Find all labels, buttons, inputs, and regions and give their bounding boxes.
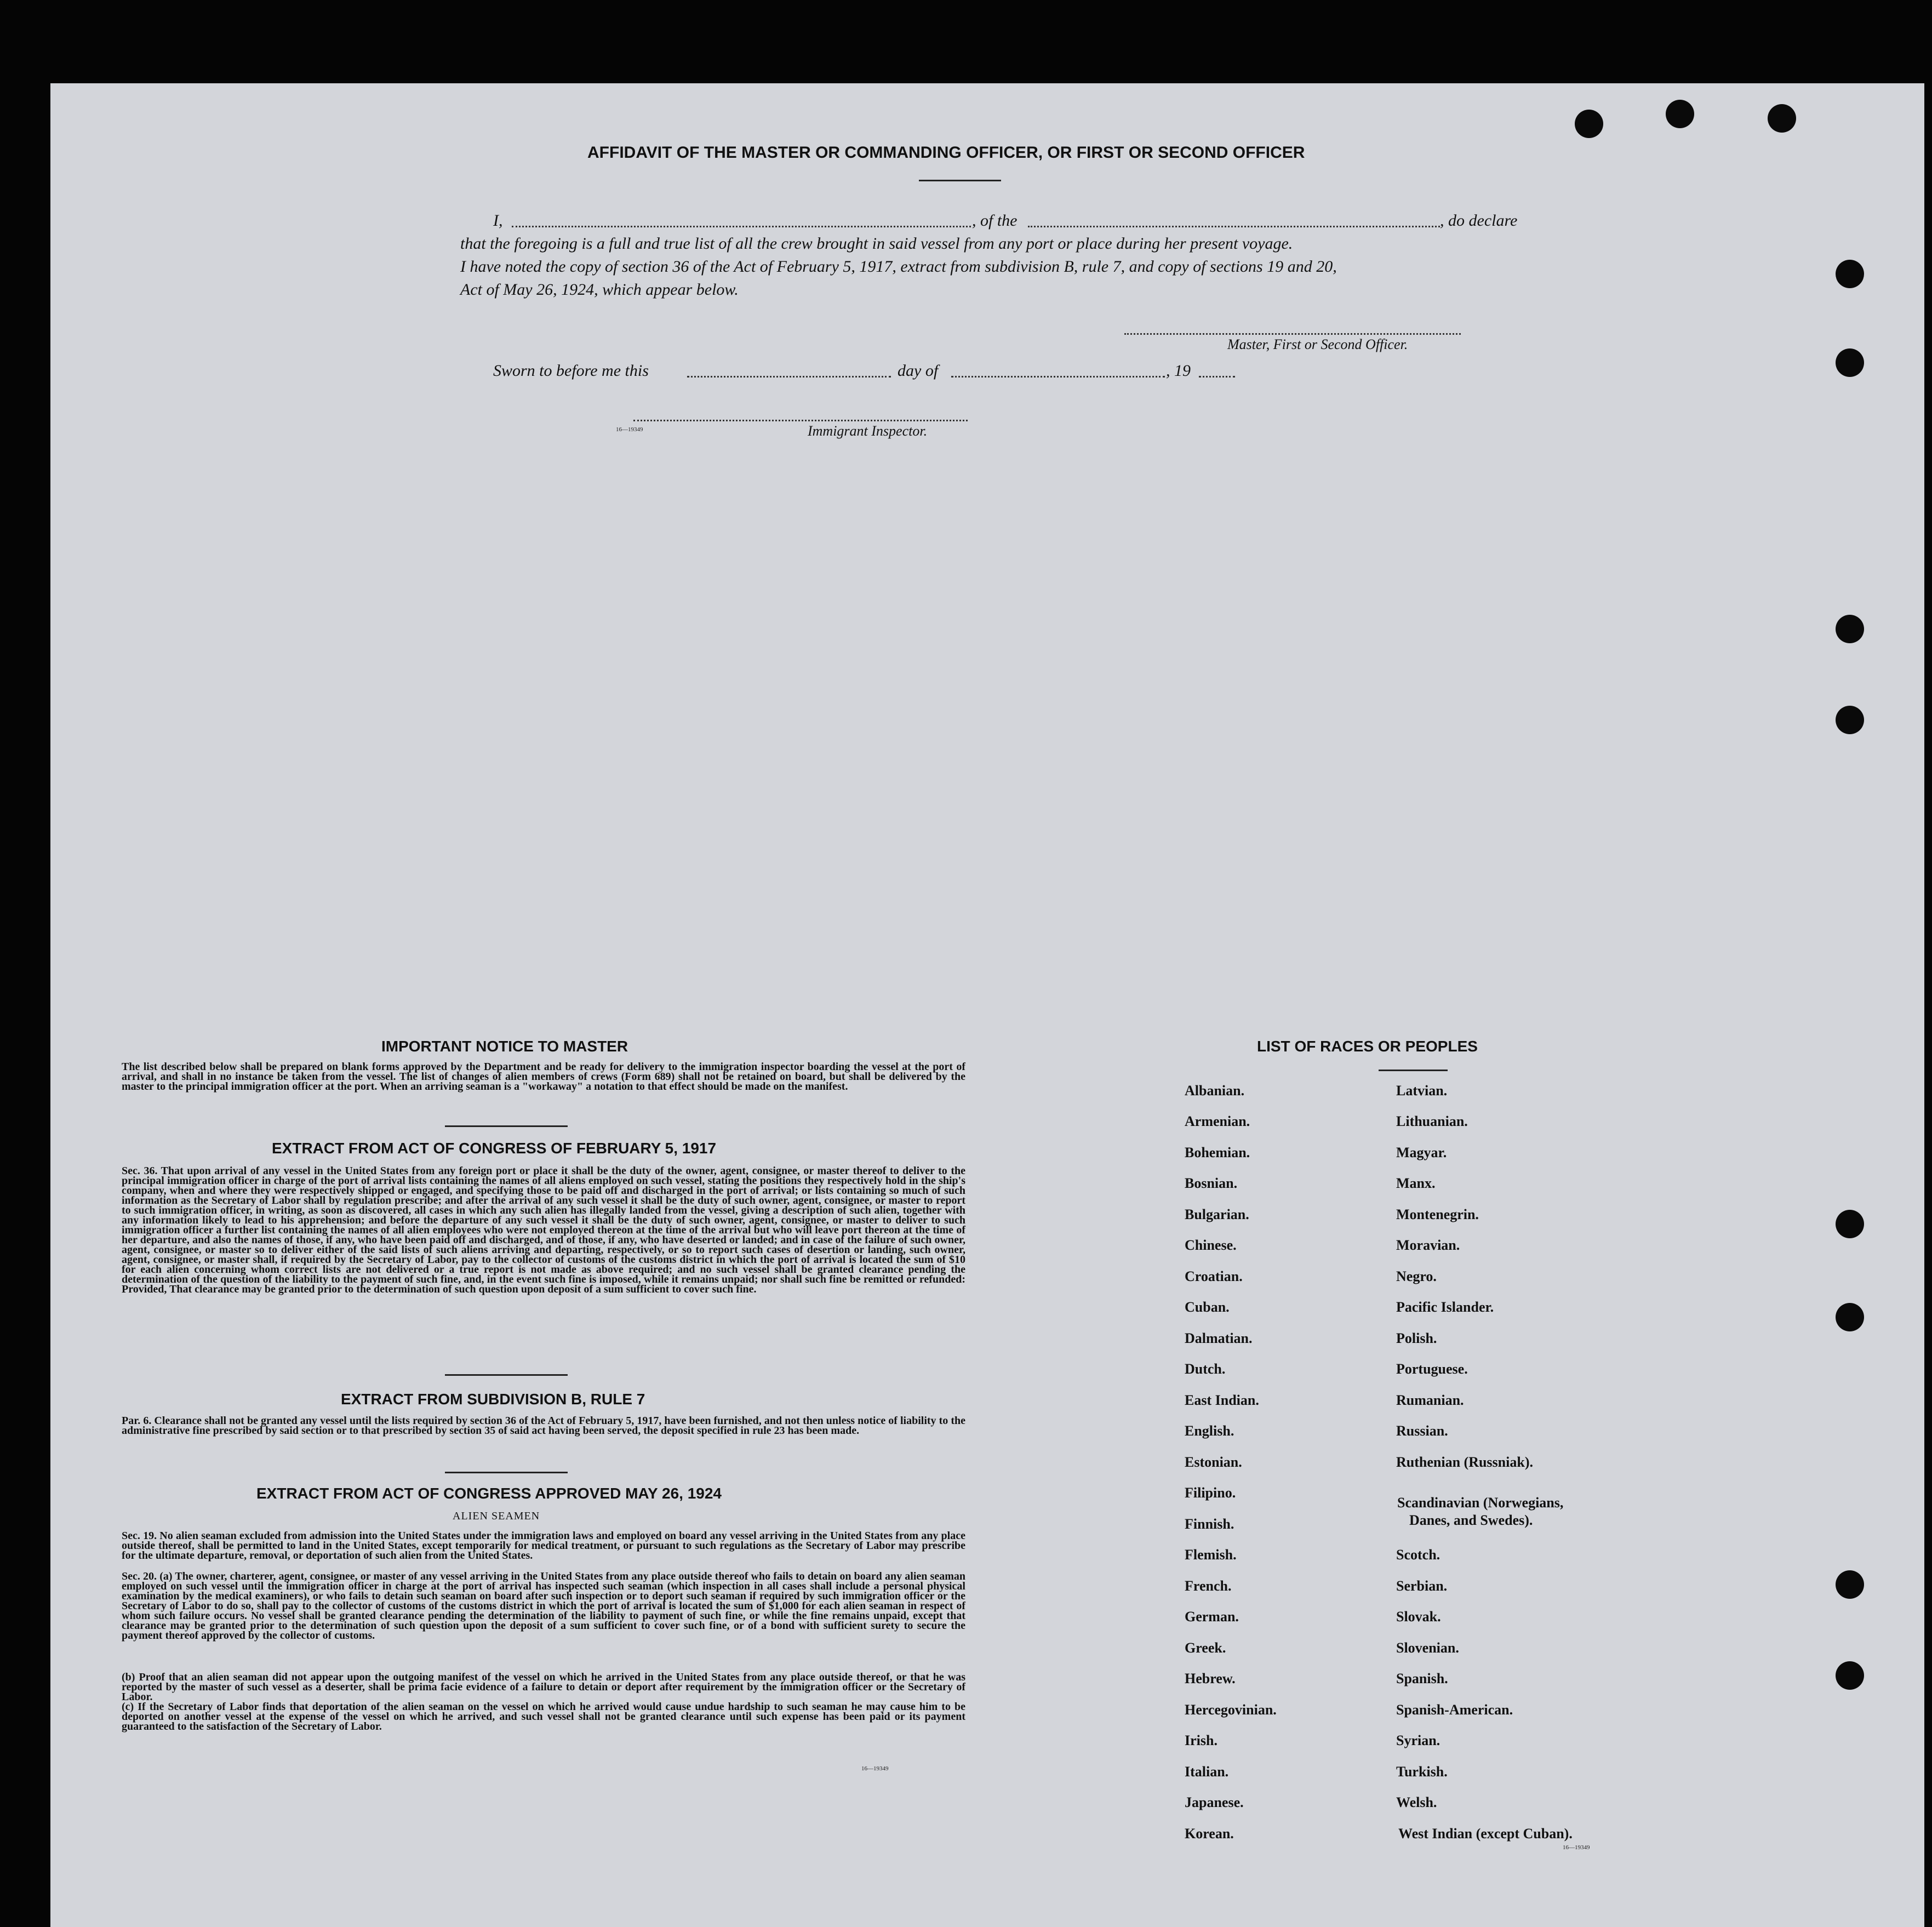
race-item: Ruthenian (Russniak). (1396, 1454, 1533, 1470)
race-item: Latvian. (1396, 1083, 1448, 1099)
punch-hole (1836, 1210, 1864, 1238)
race-item: Montenegrin. (1396, 1206, 1479, 1222)
races-divider (1379, 1070, 1448, 1071)
extract-rule7-title: EXTRACT FROM SUBDIVISION B, RULE 7 (341, 1391, 645, 1408)
race-item: Manx. (1396, 1175, 1436, 1191)
race-item: Welsh. (1396, 1794, 1437, 1810)
punch-hole (1836, 1303, 1864, 1331)
sworn-day-of: day of (898, 362, 939, 380)
race-item: Cuban. (1185, 1299, 1230, 1315)
race-item: Estonian. (1185, 1454, 1242, 1470)
sec-20a-text: Sec. 20. (a) The owner, charterer, agent, consignee, or master of any vessel arriving in the United States from any place outside thereof who fails to detain on board any alien seaman employed on such vessel until the immigration officer in charge at the port of arrival has inspected such seaman (which inspection in all cases shall include a personal physical examination by the medical examiners), or who fails to detain such seaman on board after such inspection or to deport such seaman if required by such immigration officer or the Secretary of Labor to do so, shall pay to the collector of customs of the customs district in which the port of arrival is located the sum of $1,000 for each alien seaman in respect of whom such failure occurs. No vessel shall be granted clearance pending the determination of the liability to payment of such fine, or while the fine remains unpaid, except that clearance may be granted prior to the determination of such question upon the deposit of a sum sufficient to cover such fine, or of a bond with sufficient surety to secure the payment thereof approved by the collector of customs. (122, 1570, 965, 1642)
sworn-month-blank (951, 376, 1165, 378)
race-item: Scotch. (1396, 1547, 1441, 1563)
race-item: East Indian. (1185, 1392, 1259, 1408)
race-item: Hercegovinian. (1185, 1702, 1277, 1718)
race-item: Magyar. (1396, 1145, 1447, 1160)
extract-1917-divider (445, 1374, 568, 1376)
extract-rule7-text: Par. 6. Clearance shall not be granted any vessel until the lists required by section 36 of the Act of February 5, 1917, have been furnished, and not then unless notice of liability to the administrative fine prescribed by said section or to that prescribed by section 35 of said act having been served, the deposit specified in rule 23 has been made. (122, 1415, 965, 1437)
race-item: Serbian. (1396, 1578, 1448, 1594)
race-item: Turkish. (1396, 1764, 1448, 1780)
sec-19-text: Sec. 19. No alien seaman excluded from admission into the United States under the immigration laws and employed on board any vessel arriving in the United States from any place outside thereof, shall be permitted to land in the United States, except temporarily for medical treatment, or pursuant to such regulations as the Secretary of Labor may prescribe for the ultimate departure, removal, or deportation of such alien from the United States. (122, 1530, 965, 1562)
inspector-signature-blank (633, 420, 968, 421)
race-item: Filipino. (1185, 1485, 1236, 1501)
vessel-name-blank (1028, 226, 1440, 227)
race-item: Lithuanian. (1396, 1113, 1468, 1129)
race-item: Danes, and Swedes). (1409, 1512, 1533, 1528)
race-item: Greek. (1185, 1640, 1226, 1656)
extract-1917-title: EXTRACT FROM ACT OF CONGRESS OF FEBRUARY 5, 1917 (272, 1140, 717, 1157)
race-item: French. (1185, 1578, 1232, 1594)
race-item: Korean. (1185, 1826, 1234, 1842)
punch-hole (1836, 706, 1864, 734)
race-item: Croatian. (1185, 1268, 1243, 1284)
affidavit-line-2: that the foregoing is a full and true list of all the crew brought in said vessel from any port or place during her present voyage. (460, 235, 1293, 253)
alien-seamen-heading: ALIEN SEAMEN (453, 1510, 540, 1522)
race-item: Armenian. (1185, 1113, 1250, 1129)
race-item: Moravian. (1396, 1237, 1460, 1253)
affidavit-title: AFFIDAVIT OF THE MASTER OR COMMANDING OFFICER, OR FIRST OR SECOND OFFICER (587, 144, 1305, 162)
race-item: Dutch. (1185, 1361, 1226, 1377)
race-item: Albanian. (1185, 1083, 1245, 1099)
sworn-year-blank (1199, 376, 1235, 378)
notice-text: The list described below shall be prepared on blank forms approved by the Department and be ready for delivery to the immigration inspector boarding the vessel at the port of arrival, and shall in no instance be taken from the vessel. The list of changes of alien members of crews (Form 689) shall not be retained on board, but shall be delivered by the master to the principal immigration officer at the port. When an arriving seaman is a "workaway" a notation to that effect should be made on the manifest. (122, 1061, 965, 1093)
extract-1924-title: EXTRACT FROM ACT OF CONGRESS APPROVED MAY 26, 1924 (256, 1485, 722, 1502)
race-item: Syrian. (1396, 1732, 1441, 1748)
race-item: Polish. (1396, 1330, 1437, 1346)
race-item: Spanish. (1396, 1671, 1448, 1686)
sec-20b-text: (b) Proof that an alien seaman did not appear upon the outgoing manifest of the vessel on which he arrived in the United States from any place outside thereof, or that he was reported by the master of such vessel as a deserter, shall be prima facie evidence of a failure to detain or deport after requirement by the immigration officer or the Secretary of Labor. (122, 1671, 965, 1703)
race-item: Chinese. (1185, 1237, 1237, 1253)
sworn-label: Sworn to before me this (493, 362, 649, 380)
race-item: Pacific Islander. (1396, 1299, 1494, 1315)
race-item: Bulgarian. (1185, 1206, 1249, 1222)
notice-divider (445, 1125, 568, 1127)
race-item: Spanish-American. (1396, 1702, 1513, 1718)
race-item: West Indian (except Cuban). (1398, 1826, 1573, 1842)
race-item: English. (1185, 1423, 1234, 1439)
race-item: Finnish. (1185, 1516, 1234, 1532)
race-item: Slovak. (1396, 1609, 1441, 1625)
race-item: Scandinavian (Norwegians, (1397, 1495, 1564, 1511)
race-item: Bohemian. (1185, 1145, 1250, 1160)
extract-rule7-divider (445, 1472, 568, 1473)
race-item: Dalmatian. (1185, 1330, 1253, 1346)
extract-1917-text: Sec. 36. That upon arrival of any vessel in the United States from any foreign port or place it shall be the duty of the owner, agent, consignee, or master thereof to deliver to the principal immigration officer in charge of the port of arrival lists containing the names of all aliens employed on such vessel, stating the positions they respectively hold in the ship's company, when and where they were respectively shipped or engaged, and specifying those to be paid off and discharged in the port of arrival; or lists containing so much of such information as the Secretary of Labor shall by regulation prescribe; and after the arrival of any such vessel it shall be the duty of such owner, agent, consignee, or master to report to such immigration officer, in writing, as soon as discovered, all cases in which any such alien has illegally landed from the vessel, giving a description of such alien, together with any information likely to lead to his apprehension; and before the departure of any such vessel it shall be the duty of such owner, agent, consignee, or master to deliver to such immigration officer a further list containing the names of all alien employees who were not employed thereon at the time of the arrival but who will leave port thereon at the time of her departure, and also the names of those, if any, who have been paid off and discharged, and of those, if any, who have deserted or landed; and in case of the failure of such owner, agent, consignee, or master so to deliver either of the said lists of such aliens arriving and departing, respectively, or so to report such cases of desertion or landing, such owner, agent, consignee, or master shall, if required by the Secretary of Labor, pay to the collector of customs of the customs district in which the port of arrival is located the sum of $10 for each alien concerning whom correct lists are not delivered or a true report is not made as above required; and no such vessel shall be granted clearance pending the determination of the question of the liability to the payment of such fine, and, in the event such fine is imposed, while it remains unpaid; nor shall such fine be remitted or refunded: Provided, That clearance may be granted prior to the determination of such question upon deposit of a sum sufficient to cover such fine. (122, 1165, 965, 1295)
extract-form-number: 16—19349 (861, 1765, 889, 1772)
master-signature-blank (1124, 333, 1461, 335)
punch-hole (1666, 100, 1694, 128)
punch-hole (1575, 110, 1603, 138)
sworn-day-blank (687, 376, 891, 378)
title-divider (919, 180, 1001, 181)
race-item: German. (1185, 1609, 1239, 1625)
affidavit-line-3: I have noted the copy of section 36 of the Act of February 5, 1917, extract from subdivision B, rule 7, and copy of sections 19 and 20, (460, 258, 1337, 276)
race-item: Japanese. (1185, 1794, 1244, 1810)
race-item: Irish. (1185, 1732, 1217, 1748)
punch-hole (1836, 615, 1864, 643)
form-sheet (50, 83, 1924, 1927)
punch-hole (1836, 260, 1864, 288)
master-signature-label: Master, First or Second Officer. (1227, 336, 1408, 352)
race-item: Italian. (1185, 1764, 1229, 1780)
races-title: LIST OF RACES OR PEOPLES (1257, 1038, 1478, 1055)
affidavit-form-number: 16—19349 (616, 426, 643, 433)
race-item: Russian. (1396, 1423, 1448, 1439)
officer-name-blank (512, 226, 971, 227)
race-item: Portuguese. (1396, 1361, 1468, 1377)
punch-hole (1836, 1661, 1864, 1690)
declare-i: I, (493, 211, 503, 230)
race-item: Negro. (1396, 1268, 1437, 1284)
punch-hole (1836, 348, 1864, 377)
race-item: Rumanian. (1396, 1392, 1464, 1408)
declare-do-declare: , do declare (1440, 211, 1518, 230)
race-item: Bosnian. (1185, 1175, 1238, 1191)
inspector-label: Immigrant Inspector. (808, 423, 928, 439)
affidavit-line-4: Act of May 26, 1924, which appear below. (460, 281, 739, 299)
sworn-year: , 19 (1166, 362, 1191, 380)
sec-20c-text: (c) If the Secretary of Labor finds that deportation of the alien seaman on the vessel on which he arrived would cause undue hardship to such seaman he may cause him to be deported on another vessel at the expense of the vessel on which he arrived, and such vessel shall not be granted clearance until such expense has been paid or its payment guaranteed to the satisfaction of the Secretary of Labor. (122, 1701, 965, 1732)
race-item: Hebrew. (1185, 1671, 1236, 1686)
races-form-number: 16—19349 (1563, 1844, 1590, 1851)
notice-title: IMPORTANT NOTICE TO MASTER (381, 1038, 628, 1055)
race-item: Flemish. (1185, 1547, 1237, 1563)
punch-hole (1836, 1570, 1864, 1599)
declare-of-the: , of the (972, 211, 1018, 230)
punch-hole (1768, 104, 1796, 133)
race-item: Slovenian. (1396, 1640, 1459, 1656)
